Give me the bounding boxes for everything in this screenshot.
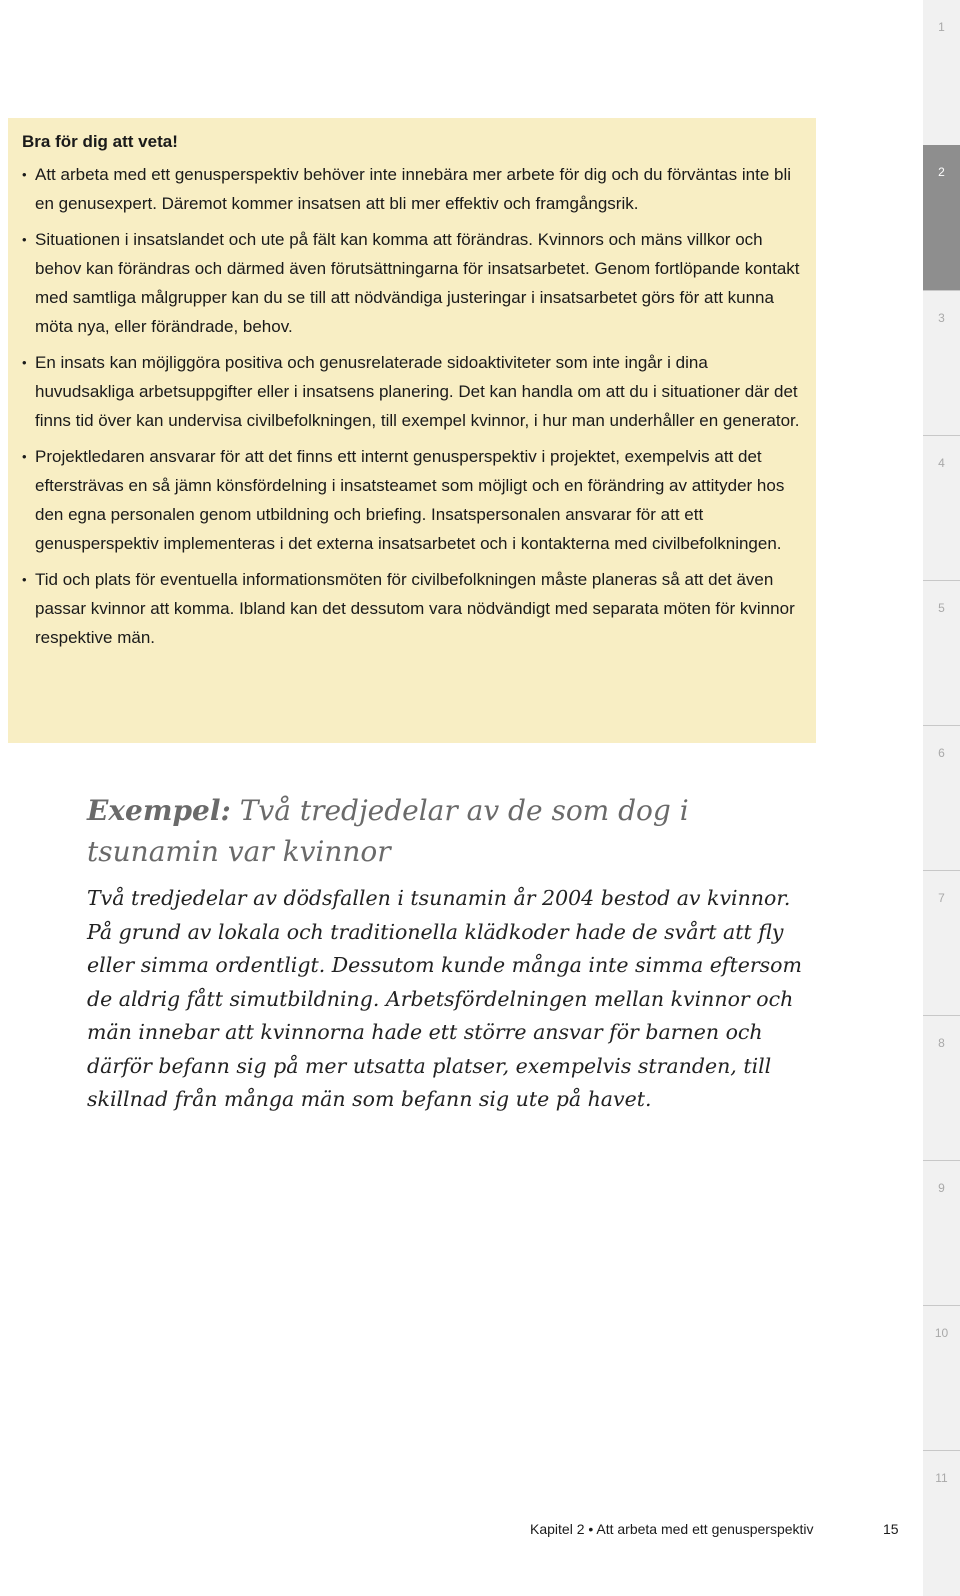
list-item: • En insats kan möjliggöra positiva och genusrelaterade sidoaktiviteter som inte ingår i dina huvudsakliga arbetsuppgifter eller i insatsens planering. Det kan handla om att du i situationer där det finns tid över kan undervisa civilbefolkningen, till exempel kvinnor, i hur man underhåller en generator.	[22, 348, 802, 435]
chapter-tabs	[923, 0, 960, 1596]
list-item: • Situationen i insatslandet och ute på fält kan komma att förändras. Kvinnors och mäns villkor och behov kan förändras och därmed även förutsättningarna för insatsarbetet. Genom fortlöpande kontakt med samtliga målgrupper kan du se till att nödvändiga justeringar i insatsarbetet görs för att kunna möta nya, eller förändrade, behov.	[22, 225, 802, 341]
chapter-tab-7[interactable]: 7	[923, 870, 960, 1015]
info-box-list	[22, 160, 802, 652]
chapter-tab-6[interactable]: 6	[923, 725, 960, 870]
info-box-heading: Bra för dig att veta!	[22, 132, 178, 151]
chapter-tab-8[interactable]: 8	[923, 1015, 960, 1160]
list-item: • Tid och plats för eventuella informationsmöten för civilbefolkningen måste planeras så att det även passar kvinnor att komma. Ibland kan det dessutom vara nödvändigt med separata möten för kvinnor respektive män.	[22, 565, 802, 652]
chapter-tab-10[interactable]: 10	[923, 1305, 960, 1450]
chapter-tab-5[interactable]: 5	[923, 580, 960, 725]
chapter-tab-2[interactable]: 2	[923, 145, 960, 290]
list-item: • Projektledaren ansvarar för att det finns ett internt genusperspektiv i projektet, exempelvis att det eftersträvas en så jämn könsfördelning i insatsteamet som möjligt och en förändring av attityder hos den egna personalen genom utbildning och briefing. Insatspersonalen ansvarar för att ett genusperspektiv implementeras i det externa insatsarbetet och i kontakterna med civilbefolkningen.	[22, 442, 802, 558]
chapter-tab-4[interactable]: 4	[923, 435, 960, 580]
chapter-footer: Kapitel 2 • Att arbeta med ett genusperspektiv	[530, 1521, 814, 1537]
example-title: Två tredjedelar av de som dog i tsunamin var kvinnor	[87, 794, 689, 868]
example-heading	[87, 790, 817, 872]
chapter-tab-1[interactable]: 1	[938, 20, 945, 34]
chapter-tab-11[interactable]: 11	[923, 1450, 960, 1595]
example-label: Exempel:	[87, 794, 231, 827]
example-body: Två tredjedelar av dödsfallen i tsunamin år 2004 bestod av kvinnor. På grund av lokala och traditionella klädkoder hade de svårt att fly eller simma ordentligt. Dessutom kunde många inte simma eftersom de aldrig fått simutbildning. Arbetsfördelningen mellan kvinnor och män innebar att kvinnorna hade ett större ansvar för barnen och därför befann sig på mer utsatta platser, exempelvis stranden, till skillnad från många män som befann sig ute på havet.	[87, 886, 802, 1111]
page-number: 15	[883, 1521, 899, 1537]
list-item: • Att arbeta med ett genusperspektiv behöver inte innebära mer arbete för dig och du förväntas inte bli en genusexpert. Däremot kommer insatsen att bli mer effektiv och framgångsrik.	[22, 160, 802, 218]
info-box	[8, 118, 816, 743]
chapter-tab-3[interactable]: 3	[923, 290, 960, 435]
example-section	[87, 790, 817, 1117]
chapter-tab-9[interactable]: 9	[923, 1160, 960, 1305]
